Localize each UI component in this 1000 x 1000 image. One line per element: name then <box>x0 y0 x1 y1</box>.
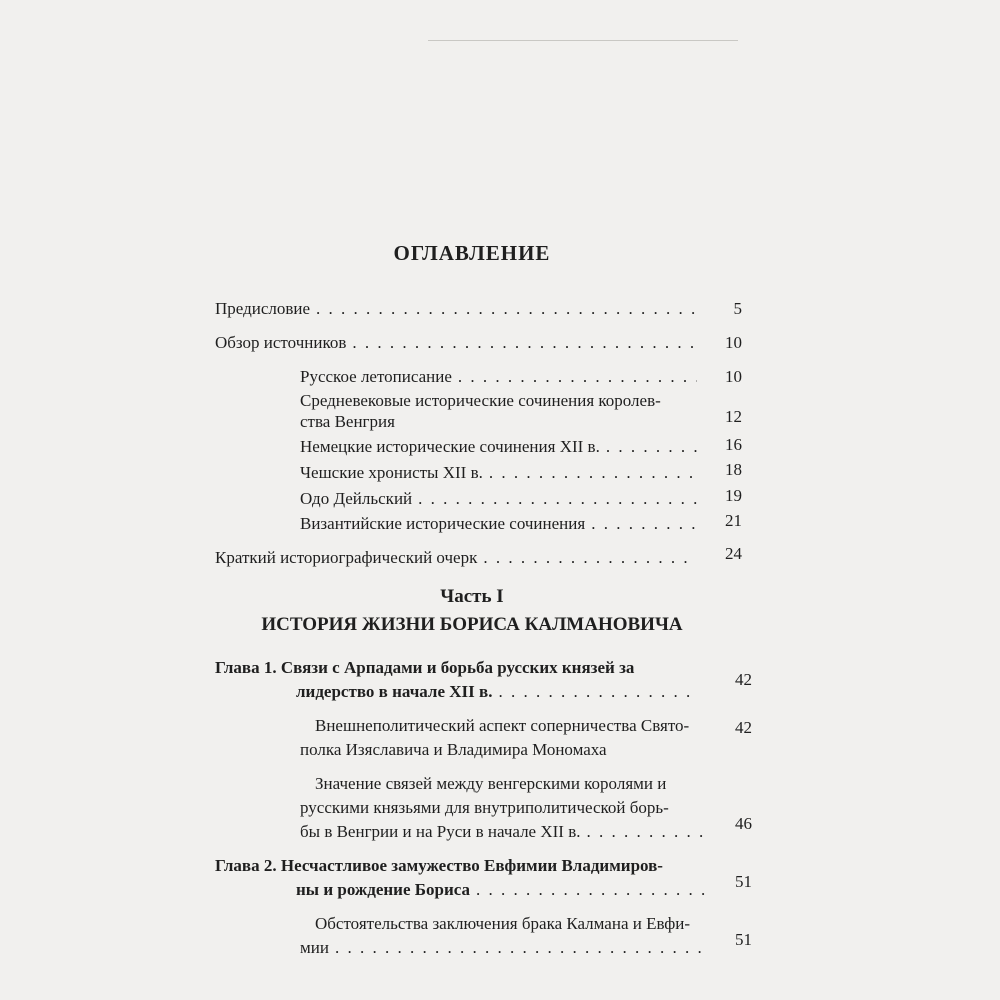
chapter2-title-line2 <box>296 878 713 902</box>
chapter1-section2-line1: Значение связей между венгерскими королями и <box>315 774 667 793</box>
toc-page-number: 10 <box>725 367 742 386</box>
toc-page-number: 18 <box>725 460 742 479</box>
part-number: Часть I <box>440 586 504 607</box>
toc-title: ОГЛАВЛЕНИЕ <box>393 241 551 265</box>
toc-subentry-czech-chroniclers <box>300 461 703 485</box>
chapter1-section2-line3 <box>300 820 713 844</box>
toc-leader-dots <box>476 878 707 902</box>
toc-entry-label: Предисловие <box>215 299 311 318</box>
chapter2-title-line1: Глава 2. Несчастливое замужество Евфимии Владимиров- <box>215 856 663 875</box>
toc-page-number: 51 <box>735 930 752 949</box>
toc-leader-dots <box>316 297 697 321</box>
toc-entry-text: Средневековые исторические сочинения королев- <box>300 391 661 410</box>
toc-entry-label: Краткий историографический очерк <box>215 548 478 567</box>
toc-entry-label: Обзор источников <box>215 333 347 352</box>
toc-entry-sources-overview <box>215 331 703 355</box>
toc-page-number: 16 <box>725 435 742 454</box>
toc-page-number: 5 <box>733 299 742 318</box>
chapter1-section2-line2: русскими князьями для внутриполитической борь- <box>300 798 669 817</box>
bleed-through-rule <box>428 40 738 41</box>
toc-page-number: 19 <box>725 486 742 505</box>
toc-leader-dots <box>498 680 697 704</box>
toc-entry-label: Русское летописание <box>300 367 452 386</box>
toc-entry-label: лидерство в начале XII в. <box>296 682 493 701</box>
toc-entry-historiography <box>215 546 703 570</box>
toc-entry-label: ны и рождение Бориса <box>296 880 470 899</box>
toc-page-number: 10 <box>725 333 742 352</box>
toc-entry-label: Чешские хронисты XII в. <box>300 463 483 482</box>
toc-subentry-byzantine-works <box>300 512 703 536</box>
toc-leader-dots <box>606 435 697 459</box>
chapter1-title-line2 <box>296 680 703 704</box>
chapter2-section1-line2 <box>300 936 713 960</box>
toc-page-number: 42 <box>735 670 752 689</box>
toc-page-number: 21 <box>725 511 742 530</box>
chapter1-section1-line2: полка Изяславича и Владимира Мономаха <box>300 740 607 759</box>
toc-page-number: 24 <box>725 544 742 563</box>
toc-entry-label: бы в Венгрии и на Руси в начале XII в. <box>300 822 581 841</box>
toc-leader-dots <box>483 546 697 570</box>
toc-leader-dots <box>418 487 697 511</box>
toc-entry-label: ства Венгрия <box>300 412 395 431</box>
toc-leader-dots <box>489 461 697 485</box>
toc-leader-dots <box>591 512 697 536</box>
toc-leader-dots <box>458 365 697 389</box>
toc-page-number: 51 <box>735 872 752 891</box>
toc-entry-label: мии <box>300 938 329 957</box>
chapter1-section1-line1: Внешнеполитический аспект соперничества Свято- <box>315 716 690 735</box>
toc-subentry-odo-of-deuil <box>300 487 703 511</box>
toc-subentry-german-works <box>300 435 703 459</box>
toc-page-number: 12 <box>725 407 742 426</box>
toc-page-number: 42 <box>735 718 752 737</box>
toc-subentry-russian-chronicles <box>300 365 703 389</box>
toc-leader-dots <box>335 936 707 960</box>
toc-leader-dots <box>352 331 697 355</box>
toc-entry-label: Византийские исторические сочинения <box>300 514 586 533</box>
chapter2-section1-line1: Обстоятельства заключения брака Калмана и Евфи- <box>315 914 691 933</box>
toc-entry-label: Одо Дейльский <box>300 489 413 508</box>
toc-leader-dots <box>586 820 707 844</box>
toc-page-number: 46 <box>735 814 752 833</box>
toc-subentry-hungarian-works-line2 <box>300 410 703 434</box>
part-title: ИСТОРИЯ ЖИЗНИ БОРИСА КАЛМАНОВИЧА <box>261 614 683 635</box>
toc-entry-preface <box>215 297 703 321</box>
chapter1-title-line1: Глава 1. Связи с Арпадами и борьба русских князей за <box>215 658 635 677</box>
toc-entry-label: Немецкие исторические сочинения XII в. <box>300 437 600 456</box>
